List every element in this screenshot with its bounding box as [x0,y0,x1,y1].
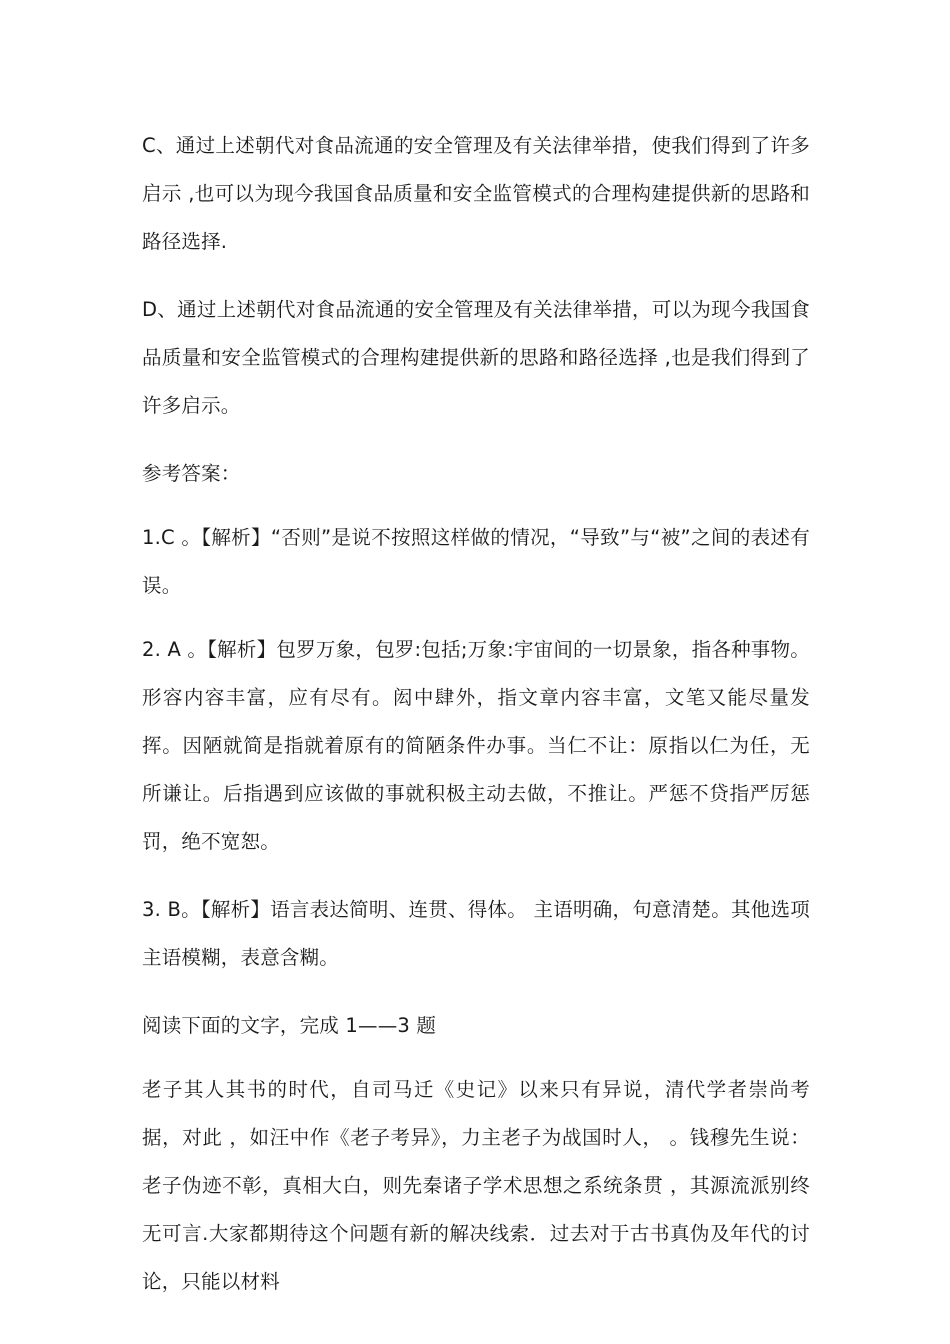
option-c-paragraph: C、通过上述朝代对食品流通的安全管理及有关法律举措，使我们得到了许多启示 ,也可以为现今我国食品质量和安全监管模式的合理构建提供新的思路和路径选择. [142,134,810,253]
answer-1: 1.C 。【解析】“否则”是说不按照这样做的情况，“导致”与“被”之间的表述有误。 [142,526,810,597]
option-d-paragraph: D、通过上述朝代对食品流通的安全管理及有关法律举措，可以为现今我国食品质量和安全监管模式的合理构建提供新的思路和路径选择 ,也是我们得到了许多启示。 [142,298,810,417]
answer-2: 2. A 。【解析】包罗万象，包罗:包括;万象:宇宙间的一切景象，指各种事物。形容内容丰富，应有尽有。闳中肆外，指文章内容丰富，文笔又能尽量发挥。因陋就简是指就着原有的简陋条件办事。当仁不让：原指以仁为任，无所谦让。后指遇到应该做的事就积极主动去做，不推让。严惩不贷指严厉惩罚，绝不宽恕。 [142,638,810,853]
answer-heading: 参考答案： [142,462,241,485]
answer-3: 3. B。【解析】语言表达简明、连贯、得体。 主语明确，句意清楚。其他选项主语模糊，表意含糊。 [142,898,810,969]
reading-instruction: 阅读下面的文字，完成 1——3 题 [142,1014,437,1037]
reading-passage: 老子其人其书的时代，自司马迁《史记》以来只有异说，清代学者崇尚考据，对此 ，如汪中作《老子考异》，力主老子为战国时人， 。钱穆先生说：老子伪迹不彰，真相大白，则先秦诸子学术思想之系统条贯 ，其源流派别终无可言.大家都期待这个问题有新的解决线索．过去对于古书真伪及年代的讨论，只能以材料 [142,1078,810,1293]
